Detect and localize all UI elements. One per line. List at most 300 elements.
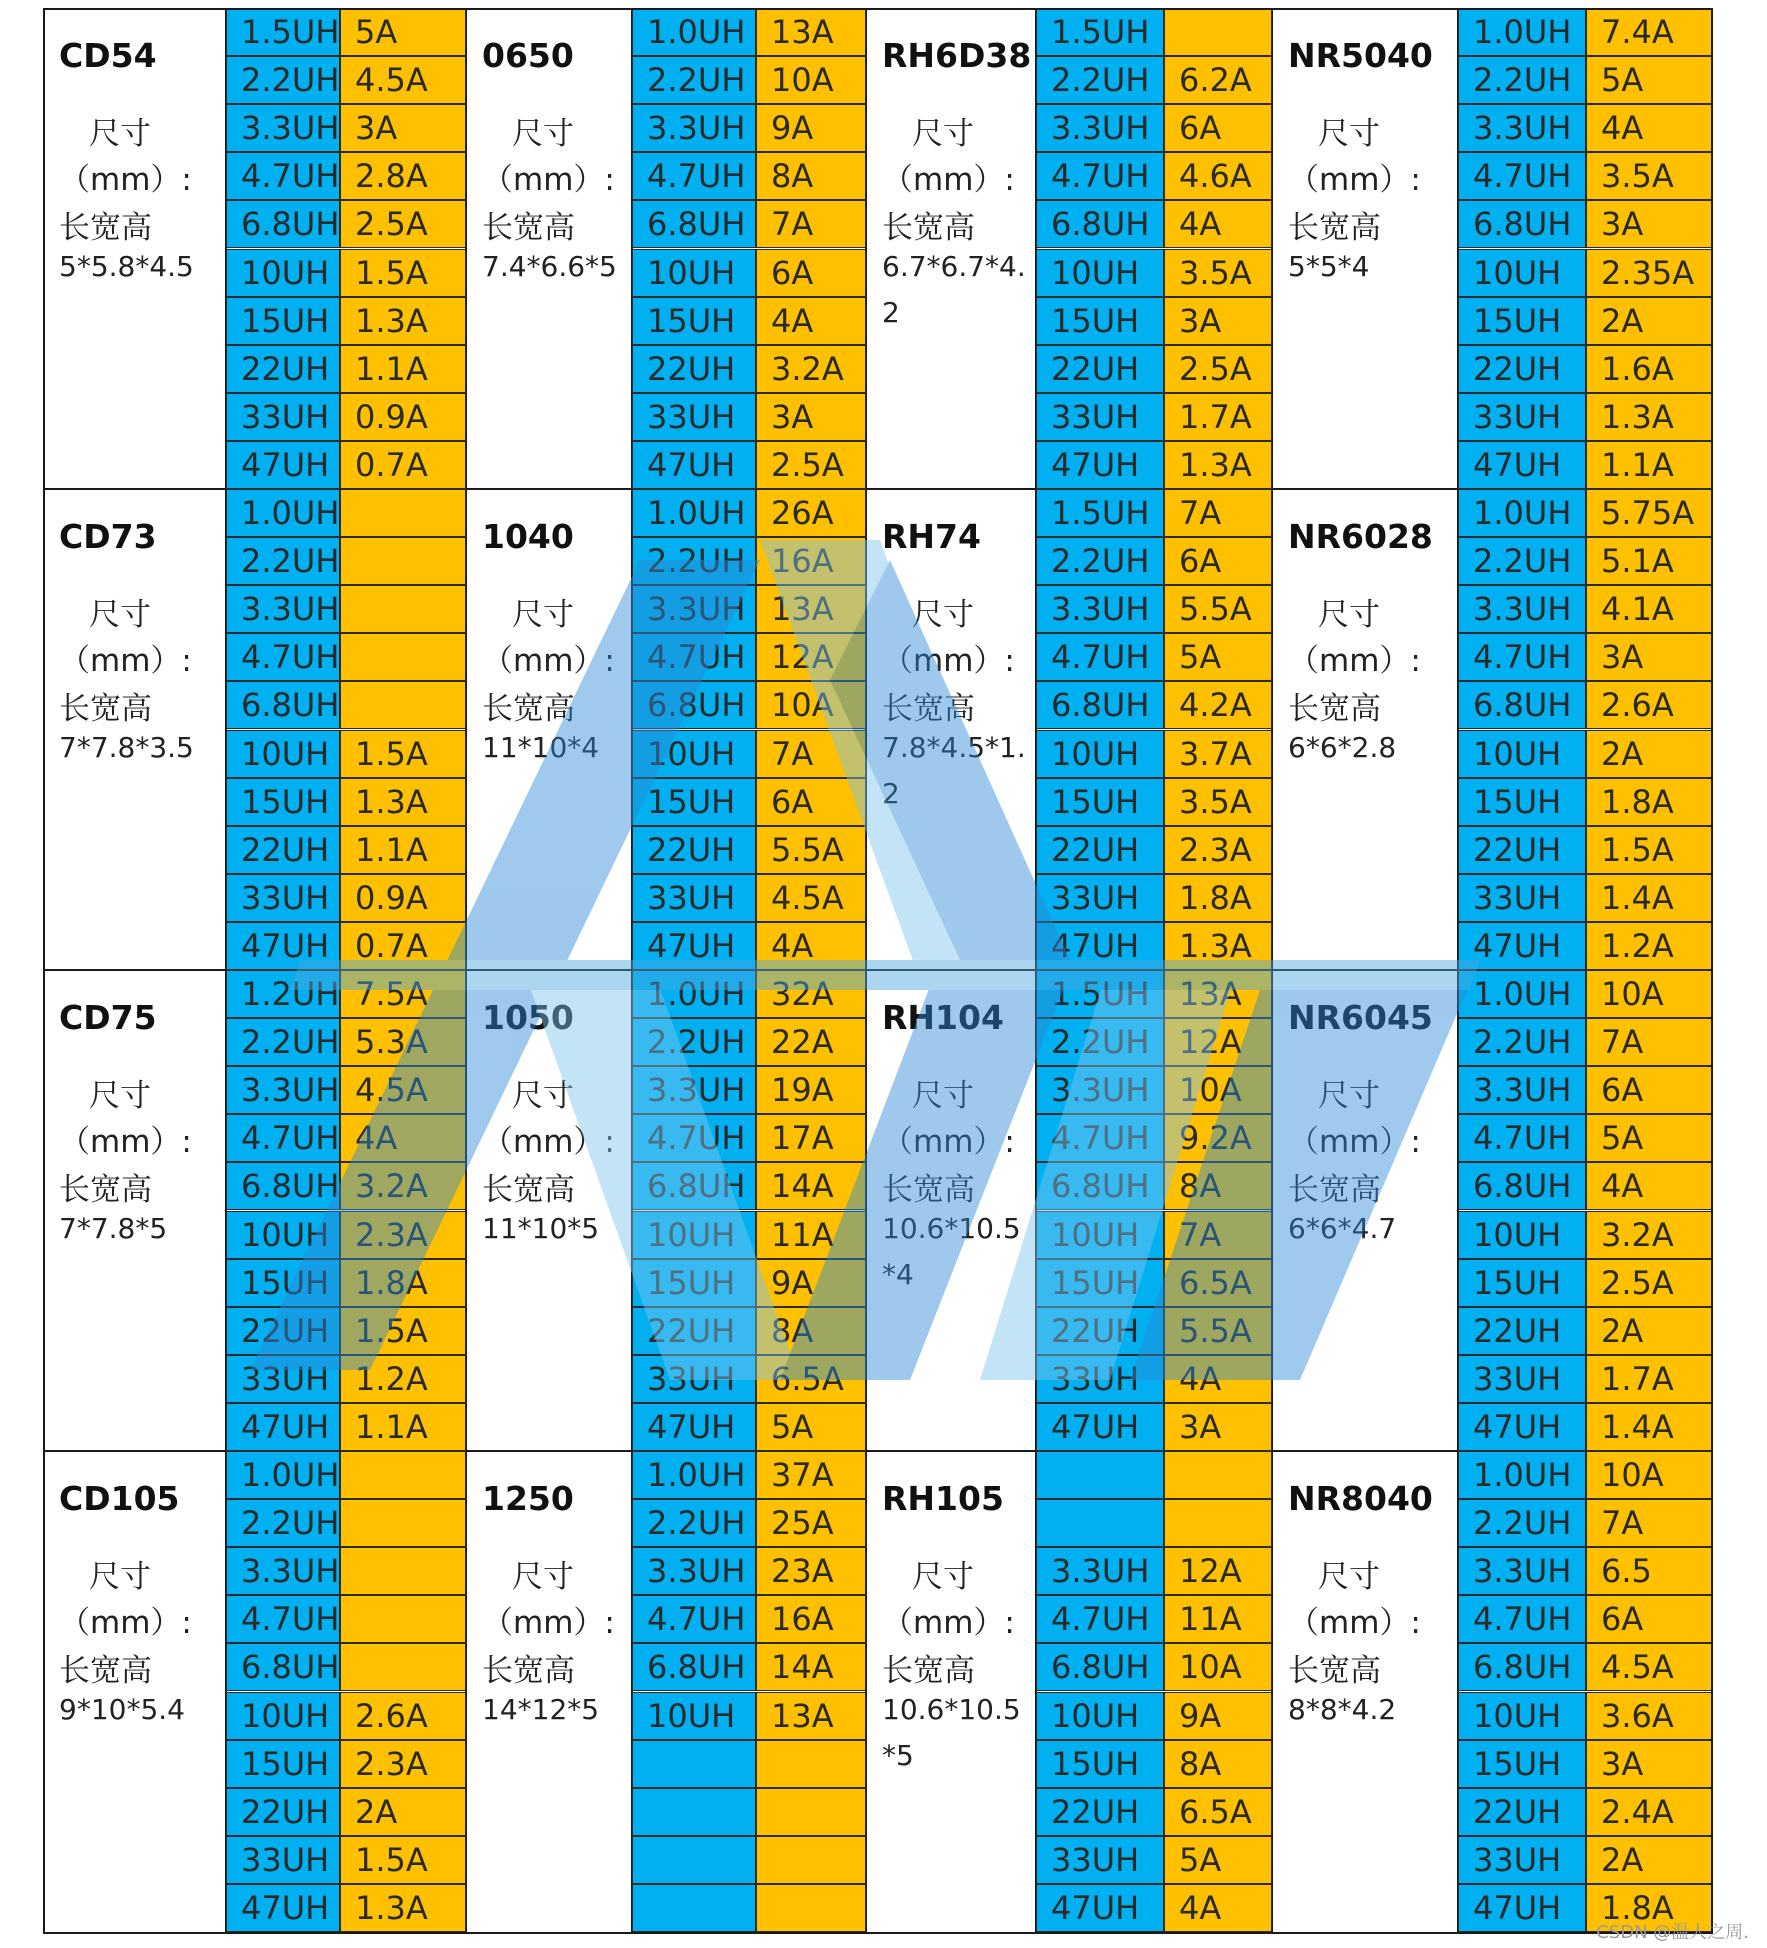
current-cell: 13A — [1164, 970, 1272, 1018]
current-cell: 5A — [1164, 633, 1272, 681]
inductance-cell: 3.3UH — [1036, 1547, 1164, 1595]
current-cell: 4A — [756, 922, 866, 970]
current-cell: 6A — [756, 778, 866, 826]
current-cell: 3.2A — [340, 1162, 466, 1210]
current-cell: 2.5A — [1586, 1259, 1713, 1307]
inductance-cell: 1.0UH — [632, 970, 756, 1018]
inductance-cell: 4.7UH — [1036, 633, 1164, 681]
dim-value: 7*7.8*3.5 — [59, 731, 194, 764]
current-cell: 2.35A — [1586, 249, 1713, 297]
dim-value: 6*6*4.7 — [1288, 1212, 1397, 1245]
current-cell: 2.6A — [1586, 681, 1713, 729]
model-name: CD75 — [59, 998, 157, 1037]
inductance-cell: 2.2UH — [226, 1499, 340, 1547]
current-cell: 17A — [756, 1114, 866, 1162]
current-cell: 4.6A — [1164, 152, 1272, 200]
current-cell: 2A — [1586, 1836, 1713, 1884]
current-cell: 4.1A — [1586, 585, 1713, 633]
current-cell: 10A — [1164, 1066, 1272, 1114]
current-cell: 3.7A — [1164, 730, 1272, 778]
dim-axes: 长宽高 — [59, 210, 152, 246]
inductance-cell: 1.0UH — [1458, 1451, 1586, 1499]
current-cell: 1.3A — [340, 297, 466, 345]
dim-value: 7.4*6.6*5 — [482, 250, 617, 283]
dim-unit: （mm）: — [882, 1124, 1015, 1160]
dim-axes: 长宽高 — [1288, 691, 1381, 727]
current-cell: 5.5A — [1164, 1307, 1272, 1355]
model-name: CD105 — [59, 1479, 180, 1518]
current-cell: 1.5A — [1586, 826, 1713, 874]
inductance-cell: 22UH — [632, 1307, 756, 1355]
inductance-cell: 33UH — [226, 393, 340, 441]
current-cell: 4.2A — [1164, 681, 1272, 729]
current-cell: 1.5A — [340, 249, 466, 297]
inductance-cell: 2.2UH — [226, 537, 340, 585]
inductance-cell: 2.2UH — [1036, 1018, 1164, 1066]
inductance-cell: 22UH — [1458, 1307, 1586, 1355]
inductance-cell: 1.0UH — [632, 8, 756, 56]
inductance-cell: 10UH — [1036, 1692, 1164, 1740]
model-name: 0650 — [482, 36, 574, 75]
model-name: NR5040 — [1288, 36, 1433, 75]
inductance-cell: 15UH — [632, 1259, 756, 1307]
inductance-cell: 1.0UH — [632, 489, 756, 537]
inductance-cell: 4.7UH — [1036, 1114, 1164, 1162]
dim-unit: （mm）: — [1288, 643, 1421, 679]
dim-label: 尺寸 — [512, 116, 574, 152]
inductance-cell: 2.2UH — [1458, 1499, 1586, 1547]
inductance-cell: 3.3UH — [632, 104, 756, 152]
inductance-cell: 33UH — [1458, 1355, 1586, 1403]
dim-value: 8*8*4.2 — [1288, 1693, 1397, 1726]
dim-unit: （mm）: — [1288, 1605, 1421, 1641]
dim-axes: 长宽高 — [1288, 1172, 1381, 1208]
inductance-cell: 10UH — [1458, 249, 1586, 297]
dim-label: 尺寸 — [512, 597, 574, 633]
inductance-cell: 6.8UH — [632, 1162, 756, 1210]
current-cell: 5.75A — [1586, 489, 1713, 537]
dim-value: 6*6*2.8 — [1288, 731, 1397, 764]
inductance-cell: 33UH — [632, 1355, 756, 1403]
current-cell: 4A — [1164, 1884, 1272, 1932]
current-cell: 0.7A — [340, 922, 466, 970]
inductance-cell: 3.3UH — [1036, 585, 1164, 633]
current-cell: 3.5A — [1164, 249, 1272, 297]
inductance-cell: 33UH — [1458, 874, 1586, 922]
current-cell: 7.5A — [340, 970, 466, 1018]
inductance-cell: 33UH — [632, 874, 756, 922]
current-cell: 12A — [1164, 1547, 1272, 1595]
inductance-cell: 6.8UH — [1036, 681, 1164, 729]
inductance-cell: 1.0UH — [226, 489, 340, 537]
current-cell: 0.9A — [340, 393, 466, 441]
current-cell: 14A — [756, 1162, 866, 1210]
current-cell: 2.3A — [340, 1211, 466, 1259]
current-cell: 5.5A — [756, 826, 866, 874]
model-name: RH6D38 — [882, 36, 1032, 75]
current-cell: 1.4A — [1586, 874, 1713, 922]
dim-value: 5*5.8*4.5 — [59, 250, 194, 283]
dim-unit: （mm）: — [1288, 162, 1421, 198]
inductance-cell: 6.8UH — [1458, 200, 1586, 248]
inductance-cell: 22UH — [1458, 345, 1586, 393]
footer-credit: CSDN @温人之周. — [1596, 1922, 1749, 1943]
current-cell: 12A — [756, 633, 866, 681]
current-cell: 4.5A — [340, 56, 466, 104]
inductance-cell: 15UH — [1036, 297, 1164, 345]
inductance-cell: 6.8UH — [1458, 681, 1586, 729]
model-name: NR6028 — [1288, 517, 1433, 556]
current-cell: 1.1A — [340, 1403, 466, 1451]
inductance-cell: 3.3UH — [632, 1066, 756, 1114]
inductance-cell: 4.7UH — [226, 152, 340, 200]
dim-label: 尺寸 — [89, 116, 151, 152]
current-cell: 9A — [756, 1259, 866, 1307]
dim-label: 尺寸 — [89, 597, 151, 633]
current-cell: 1.8A — [1586, 778, 1713, 826]
model-name: NR8040 — [1288, 1479, 1433, 1518]
inductance-cell: 47UH — [1036, 1884, 1164, 1932]
current-cell: 1.8A — [340, 1259, 466, 1307]
dim-label: 尺寸 — [89, 1559, 151, 1595]
inductance-cell: 10UH — [226, 249, 340, 297]
inductance-cell: 6.8UH — [632, 200, 756, 248]
current-cell: 4A — [1586, 104, 1713, 152]
current-cell: 1.3A — [1164, 922, 1272, 970]
inductance-cell: 15UH — [632, 778, 756, 826]
inductance-cell: 15UH — [1036, 1740, 1164, 1788]
dim-value: 11*10*4 — [482, 731, 600, 764]
current-cell: 1.7A — [1586, 1355, 1713, 1403]
current-cell: 5A — [1164, 1836, 1272, 1884]
current-cell: 10A — [1164, 1643, 1272, 1691]
inductance-cell: 22UH — [1036, 1307, 1164, 1355]
current-cell: 22A — [756, 1018, 866, 1066]
dim-label: 尺寸 — [912, 597, 974, 633]
inductance-cell: 2.2UH — [632, 1499, 756, 1547]
current-cell: 3.6A — [1586, 1692, 1713, 1740]
dim-unit: （mm）: — [482, 162, 615, 198]
current-cell: 2A — [1586, 297, 1713, 345]
dim-axes: 长宽高 — [59, 691, 152, 727]
model-name: 1050 — [482, 998, 574, 1037]
current-cell: 8A — [756, 1307, 866, 1355]
current-cell: 5.1A — [1586, 537, 1713, 585]
current-cell: 8A — [756, 152, 866, 200]
inductance-cell: 22UH — [1458, 826, 1586, 874]
current-cell: 6A — [1586, 1595, 1713, 1643]
dim-unit: （mm）: — [482, 1605, 615, 1641]
current-cell: 4.5A — [1586, 1643, 1713, 1691]
dim-value: 14*12*5 — [482, 1693, 600, 1726]
inductance-cell: 1.0UH — [226, 1451, 340, 1499]
current-cell: 5.5A — [1164, 585, 1272, 633]
dim-axes: 长宽高 — [482, 210, 575, 246]
dim-unit: （mm）: — [59, 1124, 192, 1160]
current-cell: 4A — [1164, 1355, 1272, 1403]
inductance-cell: 22UH — [226, 1788, 340, 1836]
inductance-cell: 6.8UH — [1458, 1162, 1586, 1210]
current-cell: 2.3A — [340, 1740, 466, 1788]
current-cell: 9A — [756, 104, 866, 152]
dim-axes: 长宽高 — [59, 1653, 152, 1689]
inductance-cell: 47UH — [1458, 922, 1586, 970]
current-cell: 9.2A — [1164, 1114, 1272, 1162]
current-cell: 7A — [756, 200, 866, 248]
current-cell: 5A — [756, 1403, 866, 1451]
dim-value: 6.7*6.7*4.2 — [882, 250, 1026, 329]
model-name: 1040 — [482, 517, 574, 556]
inductance-cell: 10UH — [1036, 249, 1164, 297]
current-cell: 4A — [340, 1114, 466, 1162]
inductance-cell: 22UH — [1036, 345, 1164, 393]
dim-axes: 长宽高 — [482, 1172, 575, 1208]
inductance-cell: 47UH — [226, 922, 340, 970]
inductance-cell: 3.3UH — [632, 1547, 756, 1595]
current-cell: 7A — [1164, 489, 1272, 537]
inductance-cell: 47UH — [632, 1403, 756, 1451]
current-cell: 13A — [756, 585, 866, 633]
inductance-cell: 47UH — [1458, 1884, 1586, 1932]
inductance-cell: 22UH — [1036, 1788, 1164, 1836]
current-cell: 3.2A — [1586, 1211, 1713, 1259]
inductance-cell: 3.3UH — [632, 585, 756, 633]
current-cell: 6.5 — [1586, 1547, 1713, 1595]
inductance-cell: 15UH — [226, 1740, 340, 1788]
inductance-cell: 22UH — [1036, 826, 1164, 874]
dim-unit: （mm）: — [482, 1124, 615, 1160]
inductance-cell: 47UH — [1036, 441, 1164, 489]
inductance-cell: 15UH — [1458, 297, 1586, 345]
inductance-cell: 15UH — [226, 1259, 340, 1307]
current-cell: 6A — [1164, 104, 1272, 152]
inductance-cell: 4.7UH — [632, 633, 756, 681]
inductance-cell: 22UH — [1458, 1788, 1586, 1836]
current-cell: 4A — [756, 297, 866, 345]
inductance-cell: 6.8UH — [1036, 200, 1164, 248]
table-border — [43, 8, 1713, 1934]
current-cell: 1.2A — [1586, 922, 1713, 970]
current-cell: 16A — [756, 537, 866, 585]
current-cell: 3A — [756, 393, 866, 441]
current-cell: 3.2A — [756, 345, 866, 393]
inductance-cell: 15UH — [226, 778, 340, 826]
inductance-cell: 10UH — [1458, 1692, 1586, 1740]
dim-axes: 长宽高 — [1288, 210, 1381, 246]
inductance-cell: 33UH — [1458, 393, 1586, 441]
dim-value: 7.8*4.5*1.2 — [882, 731, 1026, 810]
inductance-cell: 6.8UH — [1036, 1162, 1164, 1210]
current-cell: 3.5A — [1164, 778, 1272, 826]
inductance-cell: 2.2UH — [632, 56, 756, 104]
inductance-cell: 2.2UH — [226, 56, 340, 104]
current-cell: 1.1A — [1586, 441, 1713, 489]
inductance-cell: 22UH — [632, 345, 756, 393]
current-cell: 1.3A — [1586, 393, 1713, 441]
inductance-cell: 33UH — [1458, 1836, 1586, 1884]
dim-value: 10.6*10.5*4 — [882, 1212, 1021, 1291]
current-cell: 6A — [1164, 537, 1272, 585]
inductance-cell: 4.7UH — [1458, 1114, 1586, 1162]
inductance-cell: 33UH — [1036, 874, 1164, 922]
inductance-cell: 1.5UH — [1036, 970, 1164, 1018]
current-cell: 2A — [340, 1788, 466, 1836]
inductance-cell: 15UH — [1458, 1740, 1586, 1788]
current-cell: 4.5A — [756, 874, 866, 922]
inductance-cell: 1.5UH — [1036, 489, 1164, 537]
inductance-cell: 10UH — [632, 249, 756, 297]
inductance-cell: 6.8UH — [226, 1162, 340, 1210]
inductance-cell: 15UH — [1036, 778, 1164, 826]
inductance-cell: 22UH — [632, 826, 756, 874]
current-cell: 1.6A — [1586, 345, 1713, 393]
inductance-cell: 2.2UH — [632, 1018, 756, 1066]
model-name: RH74 — [882, 517, 981, 556]
inductance-cell: 4.7UH — [632, 1114, 756, 1162]
current-cell: 0.9A — [340, 874, 466, 922]
inductance-cell: 10UH — [1458, 1211, 1586, 1259]
current-cell: 12A — [1164, 1018, 1272, 1066]
current-cell: 13A — [756, 8, 866, 56]
model-name: RH105 — [882, 1479, 1004, 1518]
inductance-cell: 22UH — [226, 345, 340, 393]
current-cell: 1.3A — [1164, 441, 1272, 489]
current-cell: 1.8A — [1164, 874, 1272, 922]
current-cell: 1.5A — [340, 730, 466, 778]
dim-label: 尺寸 — [512, 1078, 574, 1114]
inductance-cell: 10UH — [1458, 730, 1586, 778]
dim-axes: 长宽高 — [1288, 1653, 1381, 1689]
inductance-cell: 47UH — [632, 922, 756, 970]
dim-axes: 长宽高 — [882, 1653, 975, 1689]
inductance-cell: 2.2UH — [632, 537, 756, 585]
inductance-cell: 2.2UH — [226, 1018, 340, 1066]
current-cell: 3A — [1164, 1403, 1272, 1451]
dim-unit: （mm）: — [882, 162, 1015, 198]
inductance-cell: 2.2UH — [1458, 1018, 1586, 1066]
inductance-cell: 33UH — [1036, 393, 1164, 441]
current-cell: 4A — [1164, 200, 1272, 248]
inductance-cell: 4.7UH — [1458, 1595, 1586, 1643]
current-cell: 5.3A — [340, 1018, 466, 1066]
dim-unit: （mm）: — [482, 643, 615, 679]
inductance-cell: 10UH — [632, 730, 756, 778]
inductance-cell: 33UH — [1036, 1836, 1164, 1884]
inductance-cell: 3.3UH — [226, 1066, 340, 1114]
dim-value: 5*5*4 — [1288, 250, 1370, 283]
inductance-cell: 4.7UH — [632, 152, 756, 200]
inductance-cell: 4.7UH — [1458, 152, 1586, 200]
inductance-cell: 10UH — [1036, 730, 1164, 778]
current-cell: 26A — [756, 489, 866, 537]
inductance-cell: 2.2UH — [1458, 537, 1586, 585]
inductance-cell: 6.8UH — [1036, 1643, 1164, 1691]
current-cell: 7A — [756, 730, 866, 778]
current-cell: 1.1A — [340, 345, 466, 393]
current-cell: 6A — [756, 249, 866, 297]
current-cell: 10A — [756, 681, 866, 729]
current-cell: 14A — [756, 1643, 866, 1691]
current-cell: 2.8A — [340, 152, 466, 200]
inductance-cell: 10UH — [226, 1692, 340, 1740]
current-cell: 4.5A — [340, 1066, 466, 1114]
inductance-cell: 3.3UH — [1458, 104, 1586, 152]
current-cell: 11A — [1164, 1595, 1272, 1643]
current-cell: 3A — [1164, 297, 1272, 345]
current-cell: 7A — [1164, 1211, 1272, 1259]
inductance-cell: 3.3UH — [1036, 1066, 1164, 1114]
dim-unit: （mm）: — [59, 643, 192, 679]
inductance-cell: 1.5UH — [1036, 8, 1164, 56]
current-cell: 2.5A — [756, 441, 866, 489]
inductance-cell: 33UH — [226, 1836, 340, 1884]
dim-unit: （mm）: — [882, 1605, 1015, 1641]
current-cell: 2.5A — [1164, 345, 1272, 393]
inductance-cell: 3.3UH — [226, 1547, 340, 1595]
inductance-cell: 4.7UH — [1036, 1595, 1164, 1643]
dim-unit: （mm）: — [59, 1605, 192, 1641]
dim-value: 9*10*5.4 — [59, 1693, 185, 1726]
inductance-cell: 3.3UH — [1458, 585, 1586, 633]
current-cell: 1.5A — [340, 1836, 466, 1884]
inductance-cell: 33UH — [1036, 1355, 1164, 1403]
inductance-cell: 2.2UH — [1036, 56, 1164, 104]
current-cell: 9A — [1164, 1692, 1272, 1740]
inductance-cell: 15UH — [632, 297, 756, 345]
inductance-cell: 1.0UH — [1458, 970, 1586, 1018]
inductance-cell: 4.7UH — [226, 633, 340, 681]
current-cell: 4A — [1586, 1162, 1713, 1210]
current-cell: 2A — [1586, 730, 1713, 778]
inductance-cell: 3.3UH — [226, 104, 340, 152]
inductance-cell: 47UH — [226, 1884, 340, 1932]
current-cell: 2.5A — [340, 200, 466, 248]
dim-axes: 长宽高 — [482, 691, 575, 727]
inductance-cell: 10UH — [632, 1692, 756, 1740]
model-name: CD73 — [59, 517, 157, 556]
inductance-cell: 2.2UH — [1458, 56, 1586, 104]
inductance-cell: 47UH — [1458, 1403, 1586, 1451]
dim-unit: （mm）: — [59, 162, 192, 198]
current-cell: 10A — [756, 56, 866, 104]
model-name: 1250 — [482, 1479, 574, 1518]
current-cell: 13A — [756, 1692, 866, 1740]
dim-axes: 长宽高 — [882, 1172, 975, 1208]
inductance-cell: 47UH — [226, 441, 340, 489]
dim-label: 尺寸 — [912, 116, 974, 152]
current-cell: 1.7A — [1164, 393, 1272, 441]
dim-value: 7*7.8*5 — [59, 1212, 168, 1245]
inductance-cell: 33UH — [226, 874, 340, 922]
inductance-cell: 3.3UH — [1458, 1547, 1586, 1595]
dim-value: 10.6*10.5*5 — [882, 1693, 1021, 1772]
current-cell: 3A — [1586, 1740, 1713, 1788]
current-cell: 5A — [1586, 56, 1713, 104]
inductance-cell: 33UH — [226, 1355, 340, 1403]
inductance-cell: 4.7UH — [226, 1114, 340, 1162]
inductance-cell: 1.5UH — [226, 8, 340, 56]
inductance-cell: 4.7UH — [1458, 633, 1586, 681]
inductance-cell: 1.0UH — [632, 1451, 756, 1499]
current-cell: 10A — [1586, 1451, 1713, 1499]
current-cell: 7A — [1586, 1499, 1713, 1547]
current-cell: 2.3A — [1164, 826, 1272, 874]
current-cell: 6.5A — [1164, 1259, 1272, 1307]
current-cell: 3A — [1586, 633, 1713, 681]
current-cell: 37A — [756, 1451, 866, 1499]
current-cell: 6.5A — [756, 1355, 866, 1403]
inductance-cell: 6.8UH — [226, 681, 340, 729]
